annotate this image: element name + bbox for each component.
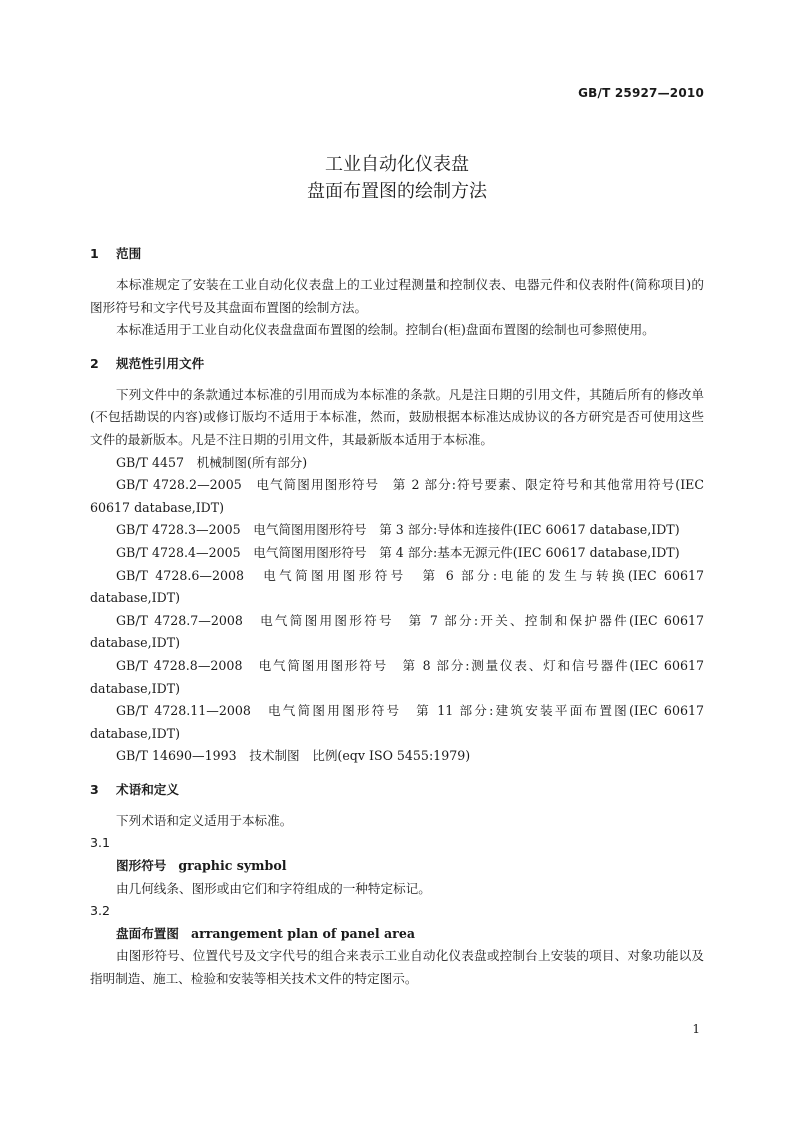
reference-item: GB/T 4728.3—2005 电气简图用图形符号 第 3 部分:导体和连接件(IEC 60617 database,IDT) — [116, 522, 680, 538]
term-definition: 由几何线条、图形或由它们和字符组成的一种特定标记。 — [116, 880, 431, 896]
section-title: 规范性引用文件 — [116, 355, 205, 371]
normative-references-intro: 下列文件中的条款通过本标准的引用而成为本标准的条款。凡是注日期的引用文件，其随后所有的修改单(不包括勘误的内容)或修订版均不适用于本标准，然而，鼓励根据本标准达成协议的各方研究是否可使用这些文件的最新版本。凡是不注日期的引用文件，其最新版本适用于本标准。 — [90, 386, 704, 447]
section-number: 3 — [90, 781, 99, 797]
standard-number: GB/T 25927—2010 — [578, 86, 704, 100]
title-line-2: 盘面布置图的绘制方法 — [307, 181, 487, 202]
reference-item: GB/T 4728.4—2005 电气简图用图形符号 第 4 部分:基本无源元件(IEC 60617 database,IDT) — [116, 544, 680, 560]
reference-item: GB/T 4728.7—2008 电气简图用图形符号 第 7 部分:开关、控制和保护器件(IEC 60617 database,IDT) — [90, 612, 704, 651]
term-en: graphic symbol — [178, 858, 287, 874]
reference-item: GB/T 14690—1993 技术制图 比例(eqv ISO 5455:1979) — [116, 748, 471, 764]
terms-intro: 下列术语和定义适用于本标准。 — [116, 812, 293, 828]
section-2-heading — [90, 354, 704, 374]
scope-paragraph-1: 本标准规定了安装在工业自动化仪表盘上的工业过程测量和控制仪表、电器元件和仪表附件(简称项目)的图形符号和文字代号及其盘面布置图的绘制方法。 — [90, 277, 704, 315]
reference-item: GB/T 4728.6—2008 电气简图用图形符号 第 6 部分:电能的发生与转换(IEC 60617 database,IDT) — [90, 567, 704, 606]
term-zh: 图形符号 — [116, 858, 167, 874]
term-heading — [90, 855, 704, 878]
section-1-heading — [90, 244, 704, 264]
section-title: 术语和定义 — [116, 781, 179, 797]
term-number: 3.2 — [90, 903, 111, 919]
term-heading — [90, 923, 704, 946]
term-definition: 由图形符号、位置代号及文字代号的组合来表示工业自动化仪表盘或控制台上安装的项目、对象功能以及指明制造、施工、检验和安装等相关技术文件的特定图示。 — [90, 948, 704, 987]
page-number: 1 — [692, 1022, 700, 1036]
section-number: 1 — [90, 246, 99, 261]
section-title: 范围 — [116, 246, 142, 261]
scope-paragraph-2: 本标准适用于工业自动化仪表盘盘面布置图的绘制。控制台(柜)盘面布置图的绘制也可参照使用。 — [116, 322, 655, 338]
section-number: 2 — [90, 355, 99, 371]
reference-item: GB/T 4728.11—2008 电气简图用图形符号 第 11 部分:建筑安装平面布置图(IEC 60617 database,IDT) — [90, 703, 704, 741]
title-line-1: 工业自动化仪表盘 — [325, 154, 469, 175]
section-3-heading — [90, 780, 704, 800]
document-title — [0, 151, 794, 205]
term-en: arrangement plan of panel area — [190, 925, 415, 941]
reference-item: GB/T 4728.8—2008 电气简图用图形符号 第 8 部分:测量仪表、灯和信号器件(IEC 60617 database,IDT) — [90, 657, 704, 696]
document-body — [90, 244, 704, 991]
reference-item: GB/T 4457 机械制图(所有部分) — [116, 454, 308, 470]
term-number: 3.1 — [90, 835, 111, 851]
reference-item: GB/T 4728.2—2005 电气简图用图形符号 第 2 部分:符号要素、限定符号和其他常用符号(IEC 60617 database,IDT) — [90, 477, 704, 515]
term-zh: 盘面布置图 — [116, 925, 179, 941]
